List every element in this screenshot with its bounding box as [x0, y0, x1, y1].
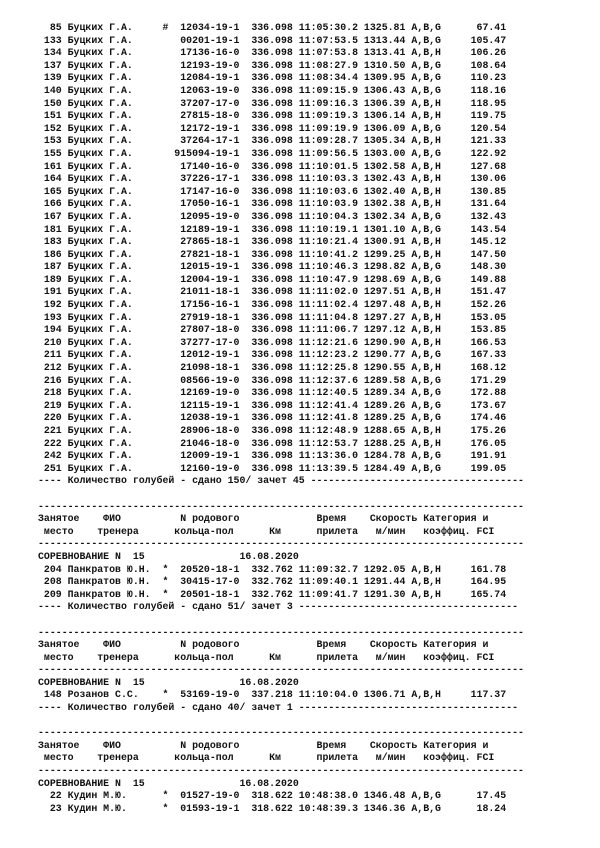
column-header: место тренера кольца-пол Км прилета м/мин коэффиц. FCI	[38, 752, 495, 764]
table-row: 155 Буцких Г.А. 915094-19-1 336.098 11:09:56.5 1303.00 A,B,G 122.92	[38, 147, 507, 159]
divider: ----------------------------------------------------------------------------------	[38, 664, 524, 676]
table-row: 85 Буцких Г.А. # 12034-19-1 336.098 11:05:30.2 1325.81 A,B,G 67.41	[38, 22, 507, 33]
competition-heading: СОРЕВНОВАНИЕ N 15 16.08.2020	[38, 777, 299, 789]
column-header: Занятое ФИО N родового Время Скорость Категория и	[38, 739, 489, 751]
competition-heading: СОРЕВНОВАНИЕ N 15 16.08.2020	[38, 550, 299, 562]
table-row: 148 Розанов С.С. * 53169-19-0 337.218 11:10:04.0 1306.71 A,B,H 117.37	[38, 689, 507, 701]
divider: ----------------------------------------------------------------------------------	[38, 626, 524, 638]
spacer	[38, 614, 524, 627]
table-row: 194 Буцких Г.А. 27807-18-0 336.098 11:11:06.7 1297.12 A,B,H 153.85	[38, 324, 507, 336]
table-row: 251 Буцких Г.А. 12160-19-0 336.098 11:13:39.5 1284.49 A,B,G 199.05	[38, 462, 507, 474]
table-row: 139 Буцких Г.А. 12084-19-1 336.098 11:08:34.4 1309.95 A,B,G 110.23	[38, 72, 507, 84]
table-row: 210 Буцких Г.А. 37277-17-0 336.098 11:12:21.6 1290.90 A,B,H 166.53	[38, 336, 507, 348]
table-row: 134 Буцких Г.А. 17136-16-0 336.098 11:07:53.8 1313.41 A,B,H 106.26	[38, 47, 507, 59]
spacer	[38, 715, 524, 728]
divider: ----------------------------------------------------------------------------------	[38, 765, 524, 777]
table-row: 208 Панкратов Ю.Н. * 30415-17-0 332.762 11:09:40.1 1291.44 A,B,H 164.95	[38, 576, 507, 588]
table-row: 133 Буцких Г.А. 00201-19-1 336.098 11:07:53.5 1313.44 A,B,G 105.47	[38, 34, 507, 46]
group-summary: ---- Количество голубей - сдано 51/ зачет 3 -------------------------------------	[38, 601, 519, 613]
table-row: 212 Буцких Г.А. 21098-18-1 336.098 11:12:25.8 1290.55 A,B,H 168.12	[38, 362, 507, 374]
results-document	[38, 22, 524, 815]
divider: ----------------------------------------------------------------------------------	[38, 538, 524, 550]
column-header: место тренера кольца-пол Км прилета м/мин коэффиц. FCI	[38, 525, 495, 537]
table-row: 222 Буцких Г.А. 21046-18-0 336.098 11:12:53.7 1288.25 A,B,H 176.05	[38, 437, 507, 449]
table-row: 153 Буцких Г.А. 37264-17-1 336.098 11:09:28.7 1305.34 A,B,H 121.33	[38, 135, 507, 147]
table-row: 150 Буцких Г.А. 37207-17-0 336.098 11:09:16.3 1306.39 A,B,H 118.95	[38, 97, 507, 109]
table-row: 161 Буцких Г.А. 17140-16-0 336.098 11:10:01.5 1302.58 A,B,H 127.68	[38, 160, 507, 172]
table-row: 242 Буцких Г.А. 12009-19-1 336.098 11:13:36.0 1284.78 A,B,G 191.91	[38, 450, 507, 462]
table-row: 189 Буцких Г.А. 12004-19-1 336.098 11:10:47.9 1298.69 A,B,G 149.88	[38, 273, 507, 285]
table-row: 23 Кудин М.Ю. * 01593-19-1 318.622 10:48:39.3 1346.36 A,B,G 18.24	[38, 802, 507, 814]
column-header: место тренера кольца-пол Км прилета м/мин коэффиц. FCI	[38, 651, 495, 663]
table-row: 186 Буцких Г.А. 27821-18-1 336.098 11:10:41.2 1299.25 A,B,H 147.50	[38, 248, 507, 260]
table-row: 219 Буцких Г.А. 12115-19-1 336.098 11:12:41.4 1289.26 A,B,G 173.67	[38, 399, 507, 411]
table-row: 167 Буцких Г.А. 12095-19-0 336.098 11:10:04.3 1302.34 A,B,G 132.43	[38, 210, 507, 222]
table-row: 140 Буцких Г.А. 12063-19-0 336.098 11:09:15.9 1306.43 A,B,G 118.16	[38, 84, 507, 96]
table-row: 218 Буцких Г.А. 12169-19-0 336.098 11:12:40.5 1289.34 A,B,G 172.88	[38, 387, 507, 399]
table-row: 152 Буцких Г.А. 12172-19-1 336.098 11:09:19.9 1306.09 A,B,G 120.54	[38, 122, 507, 134]
table-row: 165 Буцких Г.А. 17147-16-0 336.098 11:10:03.6 1302.40 A,B,H 130.85	[38, 185, 507, 197]
table-row: 187 Буцких Г.А. 12015-19-1 336.098 11:10:46.3 1298.82 A,B,G 148.30	[38, 261, 507, 273]
table-row: 220 Буцких Г.А. 12038-19-1 336.098 11:12:41.8 1289.25 A,B,G 174.46	[38, 412, 507, 424]
divider: ----------------------------------------------------------------------------------	[38, 500, 524, 512]
table-row: 193 Буцких Г.А. 27919-18-1 336.098 11:11:04.8 1297.27 A,B,H 153.05	[38, 311, 507, 323]
table-row: 183 Буцких Г.А. 27865-18-1 336.098 11:10:21.4 1300.91 A,B,H 145.12	[38, 236, 507, 248]
divider: ----------------------------------------------------------------------------------	[38, 727, 524, 739]
group-summary: ---- Количество голубей - сдано 150/ зачет 45 ------------------------------------	[38, 475, 524, 487]
table-row: 137 Буцких Г.А. 12193-19-0 336.098 11:08:27.9 1310.50 A,B,G 108.64	[38, 59, 507, 71]
table-row: 192 Буцких Г.А. 17156-16-1 336.098 11:11:02.4 1297.48 A,B,H 152.26	[38, 299, 507, 311]
table-row: 211 Буцких Г.А. 12012-19-1 336.098 11:12:23.2 1290.77 A,B,G 167.33	[38, 349, 507, 361]
column-header: Занятое ФИО N родового Время Скорость Категория и	[38, 639, 489, 651]
table-row: 166 Буцких Г.А. 17050-16-1 336.098 11:10:03.9 1302.38 A,B,H 131.64	[38, 198, 507, 210]
table-row: 216 Буцких Г.А. 08566-19-0 336.098 11:12:37.6 1289.58 A,B,G 171.29	[38, 374, 507, 386]
table-row: 209 Панкратов Ю.Н. * 20501-18-1 332.762 11:09:41.7 1291.30 A,B,H 165.74	[38, 588, 507, 600]
table-row: 221 Буцких Г.А. 28906-18-0 336.098 11:12:48.9 1288.65 A,B,H 175.26	[38, 425, 507, 436]
spacer	[38, 488, 524, 501]
group-summary: ---- Количество голубей - сдано 40/ зачет 1 -------------------------------------	[38, 702, 519, 714]
table-row: 204 Панкратов Ю.Н. * 20520-18-1 332.762 11:09:32.7 1292.05 A,B,H 161.78	[38, 563, 507, 575]
competition-heading: СОРЕВНОВАНИЕ N 15 16.08.2020	[38, 676, 299, 688]
table-row: 151 Буцких Г.А. 27815-18-0 336.098 11:09:19.3 1306.14 A,B,H 119.75	[38, 110, 507, 122]
table-row: 191 Буцких Г.А. 21011-18-1 336.098 11:11:02.0 1297.51 A,B,H 151.47	[38, 286, 507, 298]
table-row: 164 Буцких Г.А. 37226-17-1 336.098 11:10:03.3 1302.43 A,B,H 130.06	[38, 173, 507, 185]
column-header: Занятое ФИО N родового Время Скорость Категория и	[38, 513, 489, 525]
table-row: 181 Буцких Г.А. 12189-19-1 336.098 11:10:19.1 1301.10 A,B,G 143.54	[38, 223, 507, 235]
table-row: 22 Кудин М.Ю. * 01527-19-0 318.622 10:48:38.0 1346.48 A,B,G 17.45	[38, 790, 507, 802]
